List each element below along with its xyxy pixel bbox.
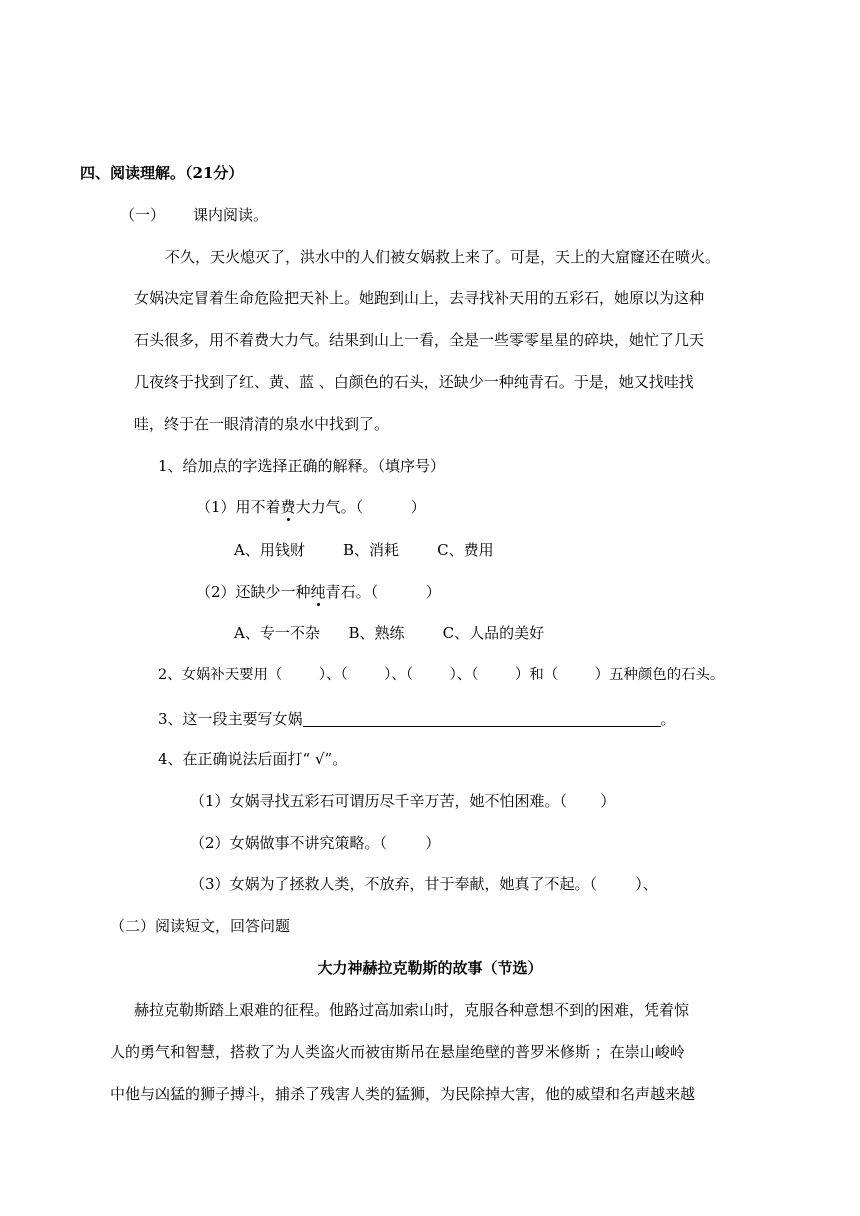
part1-title: 课内阅读。 xyxy=(193,206,269,224)
passage1-line-4: 几夜终于找到了红、黄、蓝 、白颜色的石头，还缺少一种纯青石。于是，她又找哇找 xyxy=(134,373,694,391)
question-4-item-2: （2）女娲做事不讲究策略。（ ） xyxy=(190,834,441,852)
question-2: 2、女娲补天要用（ ）、（ ）、（ ）、（ ）和（ ）五种颜色的石头。 xyxy=(158,667,725,683)
q3-text: 3、这一段主要写女娲 xyxy=(158,710,303,728)
passage2-line-1: 赫拉克勒斯踏上艰难的征程。他路过高加索山时，克服各种意想不到的困难，凭着惊 xyxy=(134,1001,690,1019)
question-4-item-1: （1）女娲寻找五彩石可谓历尽千辛万苦，她不怕困难。（ ） xyxy=(190,792,616,810)
q1-sub2-text-before: （2）还缺少一种 xyxy=(196,583,311,601)
q1-sub2-text-after: 青石。（ ） xyxy=(325,583,441,601)
story-title: 大力神赫拉克勒斯的故事（节选） xyxy=(317,959,543,977)
part1-label: （一） xyxy=(120,206,166,224)
answer-blank-line xyxy=(303,710,661,727)
q1-sub1-text-before: （1）用不着 xyxy=(196,498,281,516)
question-1-sub-2 xyxy=(196,585,441,600)
question-1-sub-1 xyxy=(196,500,426,515)
passage2-line-3: 中他与凶猛的狮子搏斗，捕杀了残害人类的猛狮，为民除掉大害，他的威望和名声越来越 xyxy=(110,1085,696,1103)
question-3 xyxy=(158,710,676,727)
q1-sub2-dotted-char: 纯 xyxy=(310,583,326,601)
question-4: 4、在正确说法后面打“ √”。 xyxy=(158,750,348,768)
passage1-line-3: 石头很多，用不着费大力气。结果到山上一看，全是一些零零星星的碎块，她忙了几天 xyxy=(134,331,705,349)
question-1: 1、给加点的字选择正确的解释。（填序号） xyxy=(158,457,446,475)
q1-sub1-text-after: 大力气。（ ） xyxy=(295,498,426,516)
q1-sub1-dotted-char: 费 xyxy=(280,498,296,516)
passage1-line-2: 女娲决定冒着生命危险把天补上。她跑到山上，去寻找补天用的五彩石，她原以为这种 xyxy=(134,289,705,307)
question-4-item-3: （3）女娲为了拯救人类，不放弃，甘于奉献，她真了不起。（ ）、 xyxy=(190,875,658,893)
q3-period: 。 xyxy=(660,710,676,728)
question-1-sub-1-options: A、用钱财 B、消耗 C、费用 xyxy=(234,541,494,559)
passage2-line-2: 人的勇气和智慧，搭救了为人类盗火而被宙斯吊在悬崖绝壁的普罗米修斯 ；在崇山峻岭 xyxy=(110,1043,685,1061)
section-heading: 四、阅读理解。（21分） xyxy=(80,164,244,182)
passage1-line-1: 不久，天火熄灭了，洪水中的人们被女娲救上来了。可是，天上的大窟窿还在喷火。 xyxy=(165,248,721,266)
passage1-line-5: 哇，终于在一眼清清的泉水中找到了。 xyxy=(134,415,390,433)
question-1-sub-2-options: A、专一不杂 B、熟练 C、人品的美好 xyxy=(234,624,545,642)
part2-label: （二）阅读短文，回答问题 xyxy=(110,917,291,935)
